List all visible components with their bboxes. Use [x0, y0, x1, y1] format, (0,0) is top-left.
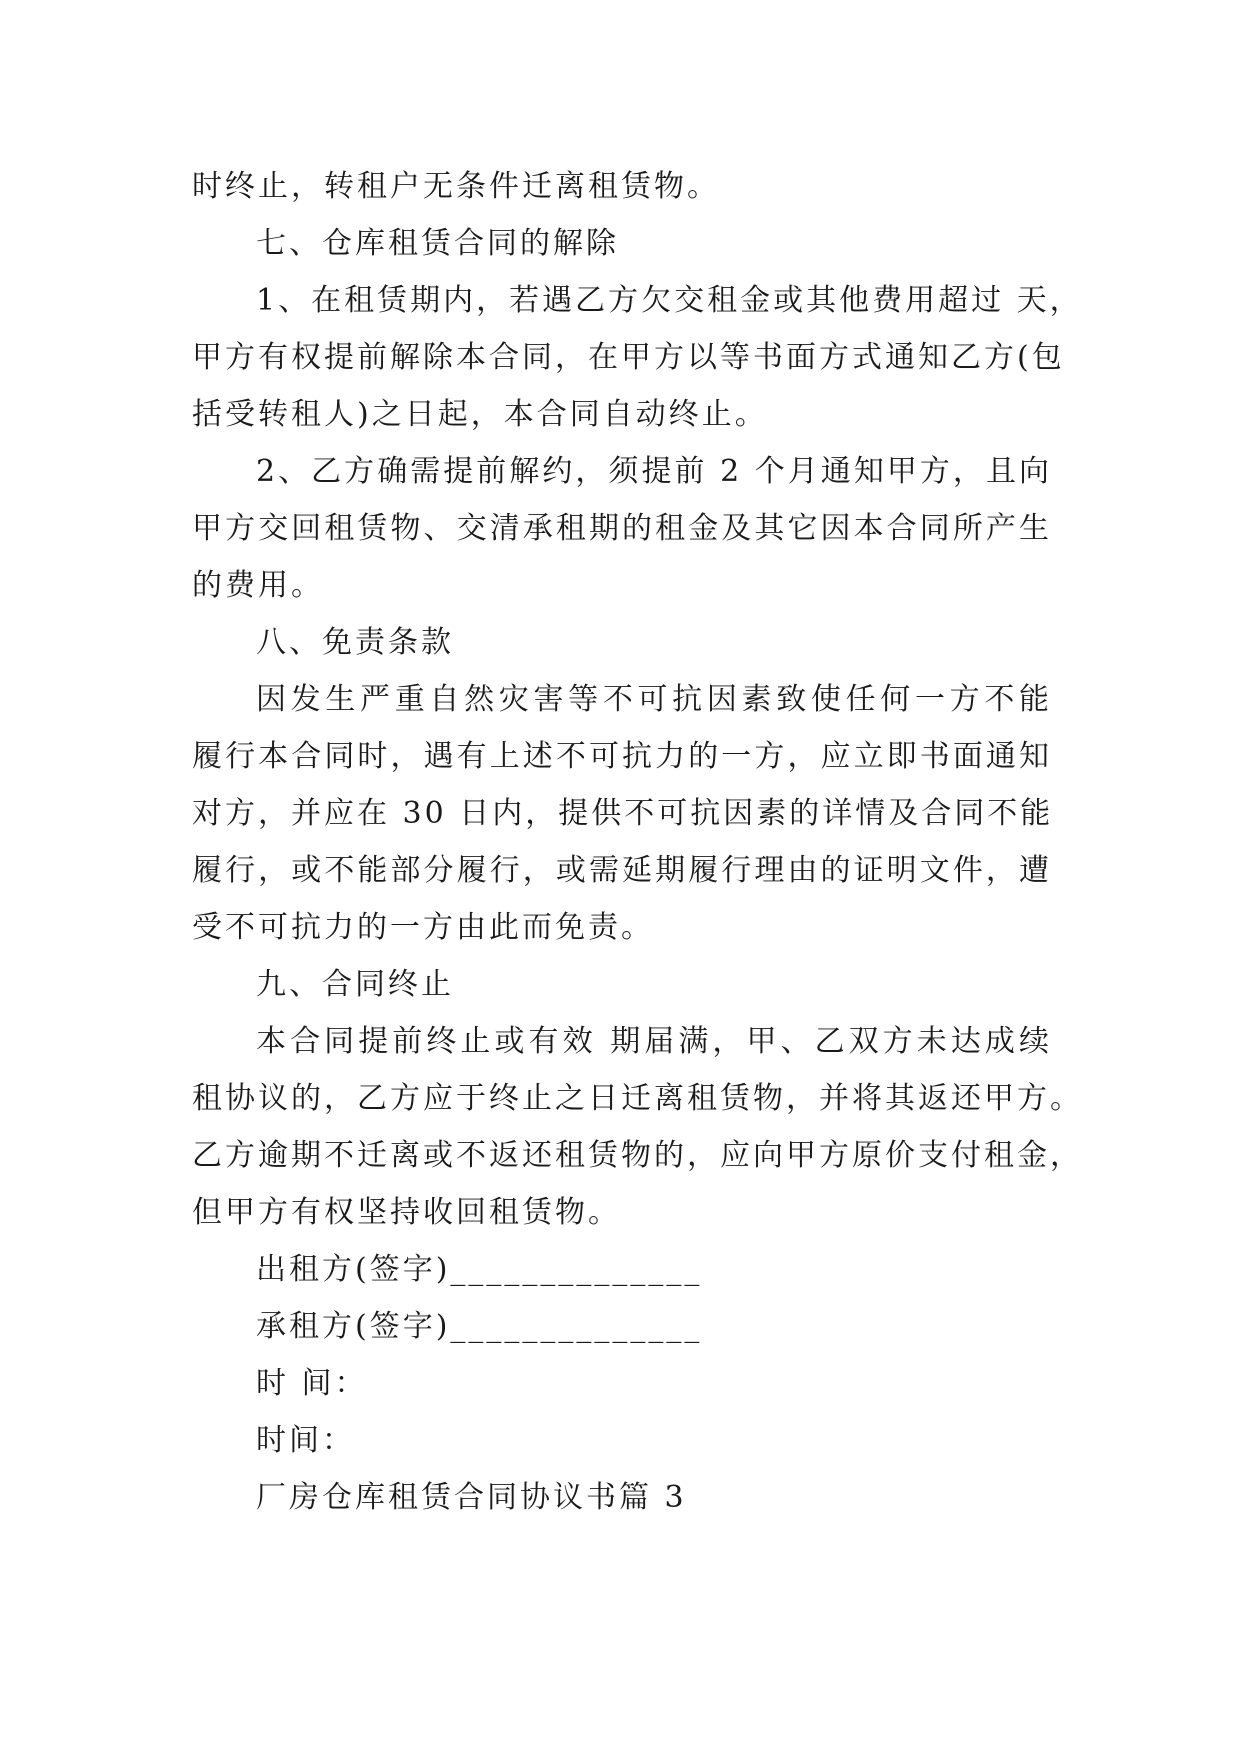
text-line: 履行，或不能部分履行，或需延期履行理由的证明文件，遭 — [192, 853, 1052, 888]
text-line: 1、在租赁期内，若遇乙方欠交租金或其他费用超过 天， — [256, 283, 1083, 318]
text-line: 因发生严重自然灾害等不可抗因素致使任何一方不能 — [256, 682, 1052, 717]
text-line: 受不可抗力的一方由此而免责。 — [192, 910, 654, 945]
contract-text — [192, 158, 1083, 1526]
section-heading-9: 九、合同终止 — [256, 967, 454, 1002]
text-line: 的费用。 — [192, 568, 324, 603]
text-line: 甲方有权提前解除本合同，在甲方以等书面方式通知乙方(包 — [192, 340, 1065, 375]
text-line: 乙方逾期不迁离或不返还租赁物的，应向甲方原价支付租金， — [192, 1138, 1083, 1173]
text-line: 本合同提前终止或有效 期届满，甲、乙双方未达成续 — [256, 1024, 1052, 1059]
text-line: 履行本合同时，遇有上述不可抗力的一方，应立即书面通知 — [192, 739, 1052, 774]
text-line: 租协议的，乙方应于终止之日迁离租赁物，并将其返还甲方。 — [192, 1081, 1083, 1116]
date-line-1: 时 间： — [256, 1366, 368, 1401]
date-line-2: 时间： — [256, 1423, 355, 1458]
text-line: 对方，并应在 30 日内，提供不可抗因素的详情及合同不能 — [192, 796, 1054, 831]
text-line: 括受转租人)之日起，本合同自动终止。 — [192, 397, 768, 432]
text-line: 甲方交回租赁物、交清承租期的租金及其它因本合同所产生 — [192, 511, 1052, 546]
lessor-signature-line: 出租方(签字)______________ — [256, 1252, 703, 1287]
lessee-signature-line: 承租方(签字)______________ — [256, 1309, 703, 1344]
text-line: 2、乙方确需提前解约，须提前 2 个月通知甲方，且向 — [256, 454, 1052, 489]
text-line: 时终止，转租户无条件迁离租赁物。 — [192, 169, 720, 204]
text-line: 但甲方有权坚持收回租赁物。 — [192, 1195, 621, 1230]
section-heading-7: 七、仓库租赁合同的解除 — [256, 226, 619, 261]
section-heading-8: 八、免责条款 — [256, 625, 454, 660]
next-section-title: 厂房仓库租赁合同协议书篇 3 — [256, 1480, 687, 1515]
